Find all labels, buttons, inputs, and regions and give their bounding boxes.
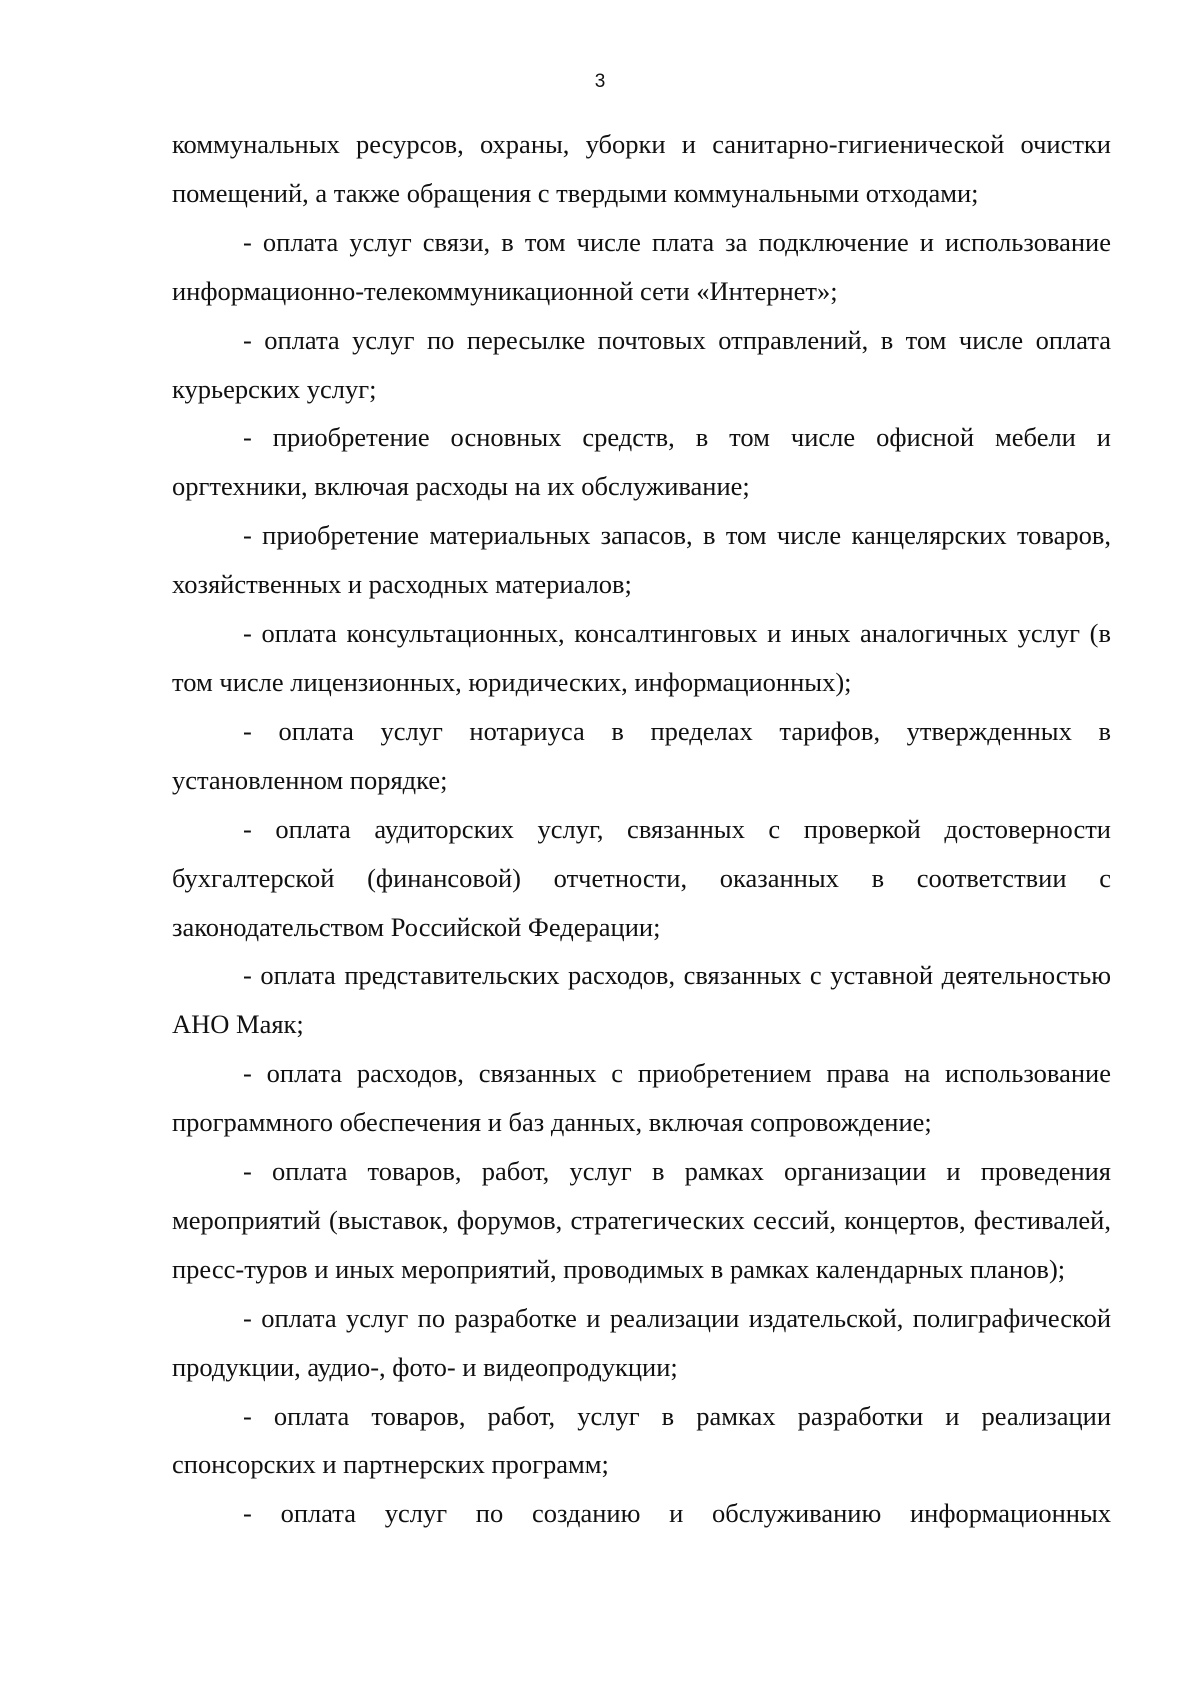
paragraph-postal-services: - оплата услуг по пересылке почтовых отправлений, в том числе оплата курьерских услуг; [172, 324, 1111, 404]
paragraph-representative-expenses: - оплата представительских расходов, связанных с уставной деятельностью АНО Маяк; [172, 960, 1111, 1040]
paragraph-consulting-services: - оплата консультационных, консалтинговых и иных аналогичных услуг (в том числе лицензионных, юридических, информационных); [172, 618, 1111, 697]
paragraph-audit-services: - оплата аудиторских услуг, связанных с проверкой достоверности бухгалтерской (финансовой) отчетности, оказанных в соответствии с законодательством Российской Федерации; [172, 813, 1111, 942]
paragraph-publishing-production: - оплата услуг по разработке и реализации издательской, полиграфической продукции, аудио-, фото- и видеопродукции; [172, 1302, 1111, 1382]
paragraph-information-systems: - оплата услуг по созданию и обслуживанию информационных [243, 1498, 1111, 1529]
paragraph-events: - оплата товаров, работ, услуг в рамках организации и проведения мероприятий (выставок, форумов, стратегических сессий, концертов, фестивалей, пресс-туров и иных мероприятий, проводимых в рамках календарных планов); [172, 1156, 1111, 1284]
paragraph-sponsorship-programs: - оплата товаров, работ, услуг в рамках разработки и реализации спонсорских и партнерских программ; [172, 1400, 1111, 1480]
paragraph-utilities-continued: коммунальных ресурсов, охраны, уборки и санитарно-гигиенической очистки помещений, а также обращения с твердыми коммунальными отходами; [172, 129, 1111, 208]
paragraph-material-supplies: - приобретение материальных запасов, в том числе канцелярских товаров, хозяйственных и расходных материалов; [172, 520, 1111, 600]
paragraph-notary-services: - оплата услуг нотариуса в пределах тарифов, утвержденных в установленном порядке; [172, 715, 1111, 795]
paragraph-communication-services: - оплата услуг связи, в том числе плата за подключение и использование информационно-телекоммуникационной сети «Интернет»; [172, 226, 1111, 306]
page-number: 3 [594, 71, 606, 92]
paragraph-fixed-assets: - приобретение основных средств, в том числе офисной мебели и оргтехники, включая расходы на их обслуживание; [172, 422, 1111, 502]
paragraph-software-rights: - оплата расходов, связанных с приобретением права на использование программного обеспечения и баз данных, включая сопровождение; [172, 1058, 1111, 1138]
document-body [172, 120, 1111, 1538]
